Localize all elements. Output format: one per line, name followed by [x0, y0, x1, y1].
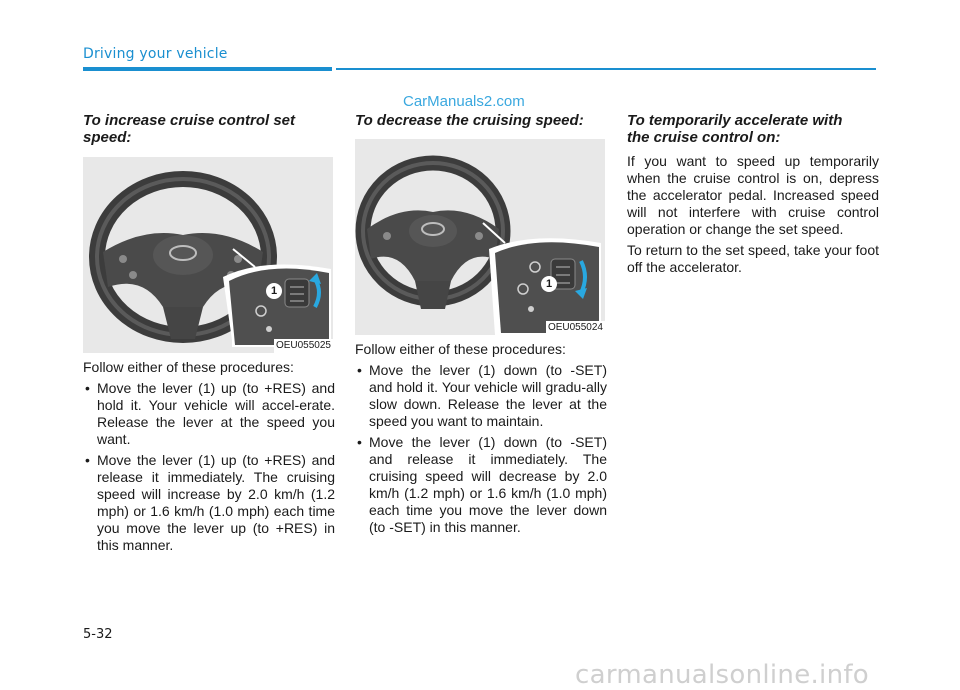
heading-increase-speed: To increase cruise control set speed:	[83, 112, 296, 146]
procedure-list-2	[355, 362, 607, 536]
steering-wheel-figure-2	[355, 139, 605, 335]
watermark-top: CarManuals2.com	[403, 93, 525, 110]
procedure-list-1	[83, 380, 335, 554]
watermark-bottom: carmanualsonline.info	[575, 660, 870, 690]
heading-decrease-speed: To decrease the cruising speed:	[355, 112, 584, 129]
page-number: 5-32	[83, 627, 113, 642]
column-temporary-accelerate	[627, 112, 879, 276]
figure-code-2: OEU055024	[547, 322, 603, 333]
column-increase-speed	[83, 112, 335, 554]
heading-temporary-accelerate: To temporarily accelerate with the cruise control on:	[627, 112, 843, 146]
intro-text-2: Follow either of these procedures:	[355, 341, 566, 357]
steering-wheel-down-illustration	[355, 139, 605, 335]
callout-number-2: 1	[541, 276, 557, 292]
column-decrease-speed	[355, 112, 607, 536]
section-title: Driving your vehicle	[83, 46, 228, 62]
procedure-item: • Move the lever (1) up (to +RES) and release it immediately. The cruising speed will increase by 2.0 km/h (1.2 mph) or 1.6 km/h (1.0 mph) each time you move the lever up (to +RES) in this manner.	[85, 452, 335, 553]
procedure-item: • Move the lever (1) down (to -SET) and hold it. Your vehicle will gradu-ally slow down. Release the lever at the speed you want to maintain.	[357, 362, 607, 429]
steering-wheel-figure-1	[83, 157, 333, 353]
figure-code-1: OEU055025	[275, 340, 331, 351]
paragraph-return: To return to the set speed, take your foot off the accelerator.	[627, 242, 879, 275]
steering-wheel-up-illustration	[83, 157, 333, 353]
intro-text-1: Follow either of these procedures:	[83, 359, 294, 375]
header-rule-thin	[336, 68, 876, 70]
header-rule-thick	[83, 67, 332, 71]
procedure-item: • Move the lever (1) up (to +RES) and hold it. Your vehicle will accel-erate. Release the lever at the speed you want.	[85, 380, 335, 447]
paragraph-accelerate: If you want to speed up temporarily when the cruise control is on, depress the accelerator pedal. Increased speed will not interfere with cruise control operation or change the set speed.	[627, 153, 879, 237]
callout-number-1: 1	[266, 283, 282, 299]
procedure-item: • Move the lever (1) down (to -SET) and release it immediately. The cruising speed will decrease by 2.0 km/h (1.2 mph) or 1.6 km/h (1.0 mph) each time you move the lever down (to -SET) in this manner.	[357, 434, 607, 535]
